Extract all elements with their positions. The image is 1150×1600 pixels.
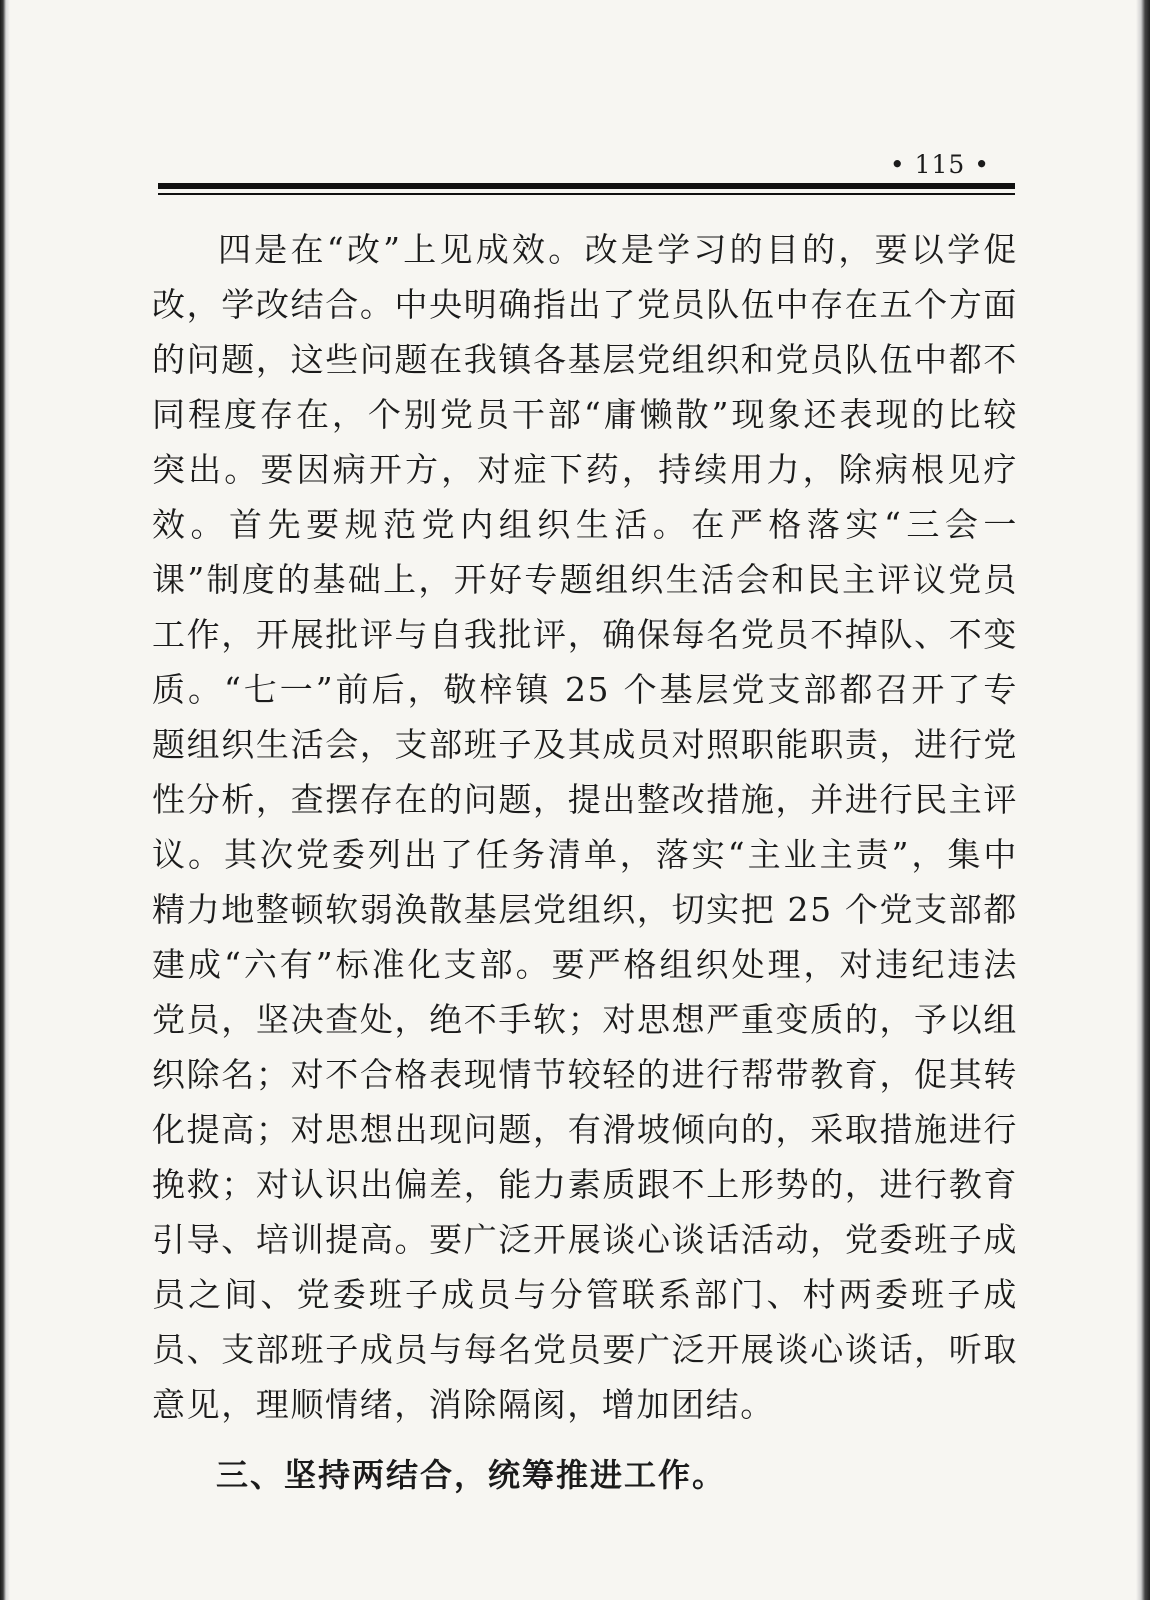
body-paragraph: 四是在“改”上见成效。改是学习的目的，要以学促改，学改结合。中央明确指出了党员队伍中存在五个方面的问题，这些问题在我镇各基层党组织和党员队伍中都不同程度存在，个别党员干部“庸懒散”现象还表现的比较突出。要因病开方，对症下药，持续用力，除病根见疗效。首先要规范党内组织生活。在严格落实“三会一课”制度的基础上，开好专题组织生活会和民主评议党员工作，开展批评与自我批评，确保每名党员不掉队、不变质。“七一”前后，敬梓镇 25 个基层党支部都召开了专题组织生活会，支部班子及其成员对照职能职责，进行党性分析，查摆存在的问题，提出整改措施，并进行民主评议。其次党委列出了任务清单，落实“主业主责”，集中精力地整顿软弱涣散基层党组织，切实把 25 个党支部都建成“六有”标准化支部。要严格组织处理，对违纪违法党员，坚决查处，绝不手软；对思想严重变质的，予以组织除名；对不合格表现情节较轻的进行帮带教育，促其转化提高；对思想出现问题，有滑坡倾向的，采取措施进行挽救；对认识出偏差，能力素质跟不上形势的，进行教育引导、培训提高。要广泛开展谈心谈话活动，党委班子成员之间、党委班子成员与分管联系部门、村两委班子成员、支部班子成员与每名党员要广泛开展谈心谈话，听取意见，理顺情绪，消除隔阂，增加团结。	[152, 230, 1018, 1424]
page-number: • 115 •	[889, 150, 990, 179]
scan-shadow-right	[1136, 0, 1150, 1600]
scan-shadow-left	[0, 0, 10, 1600]
body-text-block	[152, 222, 1018, 1432]
header-rule-thick	[158, 183, 1015, 189]
header-rule-thin	[158, 193, 1015, 195]
section-heading: 三、坚持两结合，统筹推进工作。	[216, 1456, 727, 1494]
